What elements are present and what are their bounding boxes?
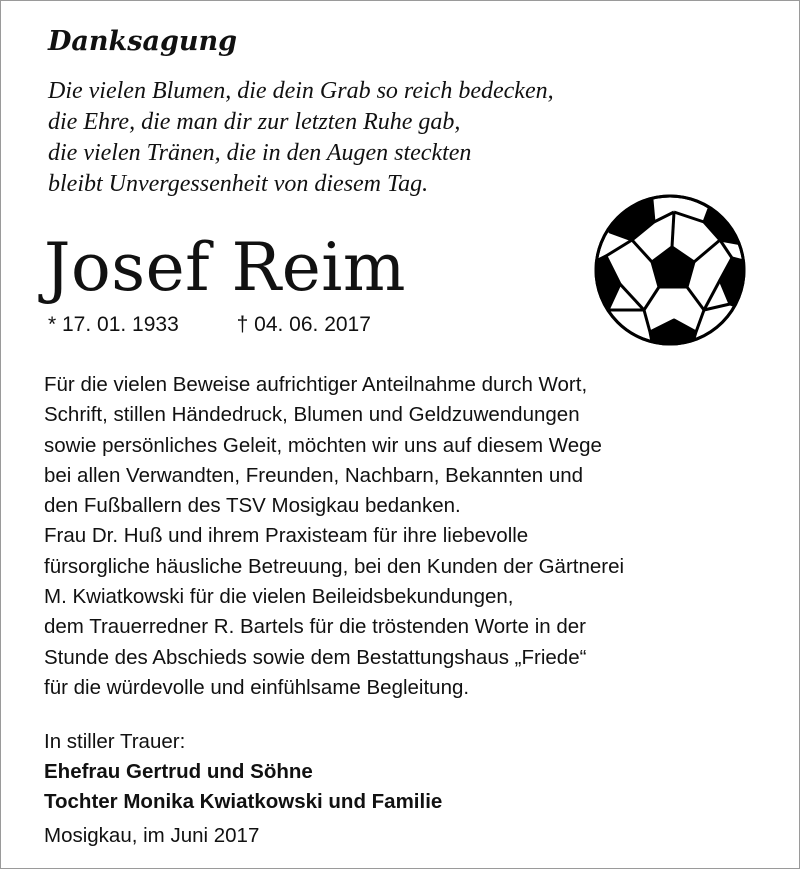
text-line: bei allen Verwandten, Freunden, Nachbarn, Bekannten und xyxy=(44,463,584,487)
text-line: für die würdevolle und einfühlsame Begleitung. xyxy=(44,675,470,699)
text-line: dem Trauerredner R. Bartels für die tröstenden Worte in der xyxy=(44,615,586,639)
text-line: Für die vielen Beweise aufrichtiger Anteilnahme durch Wort, xyxy=(44,373,588,396)
text-line: M. Kwiatkowski für die vielen Beileidsbekundungen, xyxy=(44,585,514,609)
poem-line: die Ehre, die man dir zur letzten Ruhe gab, xyxy=(48,109,461,135)
signatory: Tochter Monika Kwiatkowski und Familie xyxy=(44,790,443,813)
signature-block xyxy=(44,727,442,851)
text-line: den Fußballern des TSV Mosigkau bedanken. xyxy=(44,494,461,518)
poem-line: bleibt Unvergessenheit von diesem Tag. xyxy=(48,171,429,197)
birth-date: * 17. 01. 1933 xyxy=(48,313,179,336)
place-date: Mosigkau, im Juni 2017 xyxy=(44,824,260,847)
text-line: Schrift, stillen Händedruck, Blumen und Geldzuwendungen xyxy=(44,403,580,427)
text-line: sowie persönliches Geleit, möchten wir uns auf diesem Wege xyxy=(44,433,602,457)
mourning-intro: In stiller Trauer: xyxy=(44,730,186,753)
death-date: † 04. 06. 2017 xyxy=(236,313,371,336)
life-dates xyxy=(48,313,371,337)
soccer-ball-icon xyxy=(592,192,748,348)
heading: Danksagung xyxy=(48,26,237,57)
poem-line: Die vielen Blumen, die dein Grab so reich bedecken, xyxy=(48,78,554,104)
signatory: Ehefrau Gertrud und Söhne xyxy=(44,760,313,783)
poem-line: die vielen Tränen, die in den Augen steckten xyxy=(48,140,472,166)
text-line: fürsorgliche häusliche Betreuung, bei den Kunden der Gärtnerei xyxy=(44,554,625,578)
deceased-name: Josef Reim xyxy=(44,229,406,306)
text-line: Frau Dr. Huß und ihrem Praxisteam für ihre liebevolle xyxy=(44,524,529,548)
poem xyxy=(48,76,554,200)
text-line: Stunde des Abschieds sowie dem Bestattungshaus „Friede“ xyxy=(44,645,587,669)
acknowledgement-text xyxy=(44,370,624,703)
